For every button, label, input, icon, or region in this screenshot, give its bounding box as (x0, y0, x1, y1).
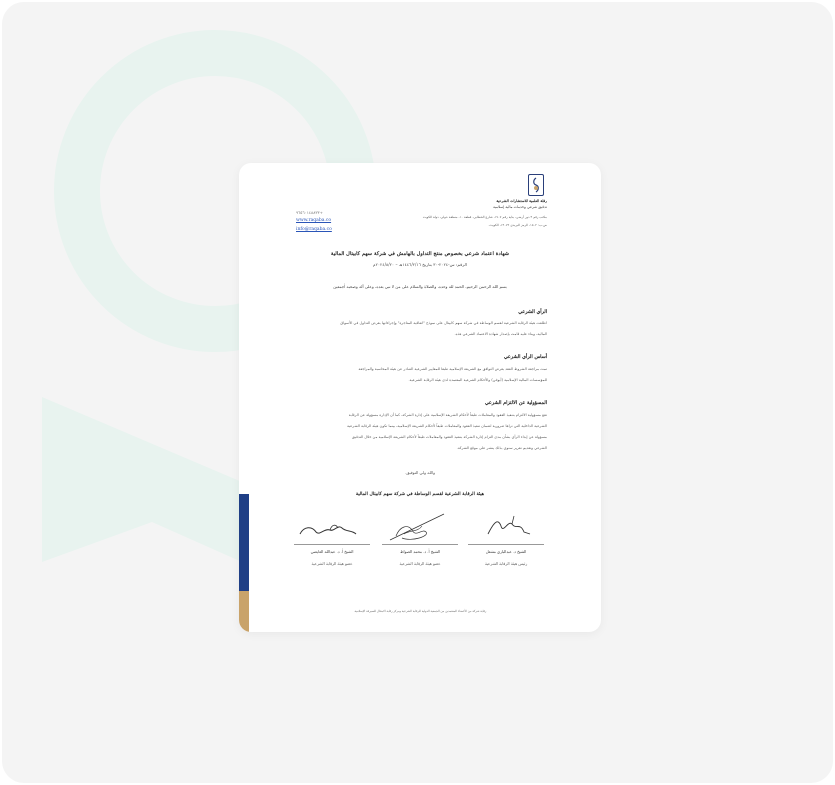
paragraph-line: اطلعت هيئة الرقابة الشرعية لقسم الوساطة في شركة سهم كابيتال على نموذج "اتفاقية المتاجرة" وإجراءاتها بغرض التداول في الأسواق (340, 321, 547, 325)
paragraph-line: مسؤولة عن إبداء الرأي بشأن مدى التزام إدارة الشركة بتنفيذ العقود والمعاملات طبقاً لأحكام الشريعة الإسلامية من خلال التدقيق (352, 435, 547, 439)
signatory-role: عضو هيئة الرقابة الشرعية (399, 561, 441, 566)
website-link[interactable]: www.raqaba.co (296, 218, 332, 223)
signatory-role: رئيس هيئة الرقابة الشرعية (484, 561, 528, 566)
paragraph-line: تقع مسؤولية الالتزام بتنفيذ العقود والمعاملات طبقاً لأحكام الشريعة الإسلامية على إدارة الشركة، كما أن الإدارة مسؤولة عن الرقابة (348, 413, 547, 417)
paragraph-line: المالية، وبناء عليه قامت بإصدار شهادة الاعتماد الشرعي هذه. (454, 332, 547, 336)
signature-member-2 (294, 512, 370, 544)
certificate-title: شهادة اعتماد شرعي بخصوص منتج التداول بالهامش في شركة سهم كابيتال المالية (330, 251, 510, 257)
address-line-1: مكتب رقم ٣ دور أرضي، بناية رقم ١٧٠٧، شارع الخطابي، قطعة ١٠، منطقة حولي، دولة الكويت (422, 215, 547, 219)
signatory-name: الشيخ أ. د. محمد الصواط (400, 549, 440, 554)
paragraph-line: تمت مراجعة الشروط العقد بغرض التوافق مع الشريعة الإسلامية طبقا للمعايير الشرعية الصادر عن هيئة المحاسبة والمراجعة (358, 367, 547, 371)
signatory-role: عضو هيئة الرقابة الشرعية (311, 561, 353, 566)
section-heading-responsibility: المسؤولية عن الالتزام الشرعي (484, 400, 547, 406)
certificate-reference: الرقم: س-٢٠٢٤-٣٠ بتاريخ ١٤٤٦/٢/١٦هـ – ٢٠٢٤/٨/٢٠م (373, 262, 467, 267)
certificate-intro: بسم الله الرحمن الرحيم، الحمد لله وحده، والصلاة والسلام على من لا نبي بعده، وعلى آله وصحبه أجمعين (333, 284, 507, 289)
signatory-name: الشيخ أ. د. عبدالله العايضي (310, 549, 354, 554)
signature-member-1 (382, 512, 458, 544)
board-title: هيئة الرقابة الشرعية لقسم الوساطة في شركة سهم كابيتال المالية (355, 492, 485, 497)
organization-name: رفلة العلمية للاستشارات الشرعية (496, 199, 547, 203)
paragraph-line: الشرعي وتقديم تقرير سنوي بذلك ينشر على موقع الشركة. (456, 446, 547, 450)
phone-number: ٩٦٥٦٠١٤٨٨٣٣+ (296, 210, 323, 215)
email-link[interactable]: info@raqaba.co (296, 227, 332, 232)
address-line-2: ص.ب: ١٥٠٢، الرمز البريدي ١٣٠٧٢، الكويت. (488, 223, 547, 227)
closing-phrase: والله ولي التوفيق. (404, 470, 436, 475)
section-heading-opinion: الرأي الشرعي (518, 309, 547, 315)
paragraph-line: الشرعية الداخلية التي تراها ضرورية لضمان تنفيذ العقود والمعاملات طبقاً لأحكام الشريعة الإسلامية، بينما تكون هيئة الرقابة الشرعية (347, 424, 547, 428)
organization-logo (528, 174, 544, 196)
section-heading-basis: أساس الرأي الشرعي (503, 354, 547, 360)
paragraph-line: للمؤسسات المالية الإسلامية (أيوفي) والأحكام الشرعية المعتمدة لدى هيئة الرقابة الشرعية. (408, 378, 547, 382)
preview-frame (2, 2, 833, 783)
signature-chairman (468, 512, 544, 544)
organization-subtitle: تدقيق شرعي وخدمات مالية إسلامية (493, 205, 547, 209)
document-footer: رقابة شركة من الأعضاء المعتمدين من الجمعية الدولية للرقابة الشرعية ومركز رقابة الامتثال للصيرفة الإسلامية. (353, 609, 487, 613)
certificate-document (239, 163, 601, 632)
signatory-name: الشيخ د. عبدالباري مشعل (485, 549, 527, 554)
